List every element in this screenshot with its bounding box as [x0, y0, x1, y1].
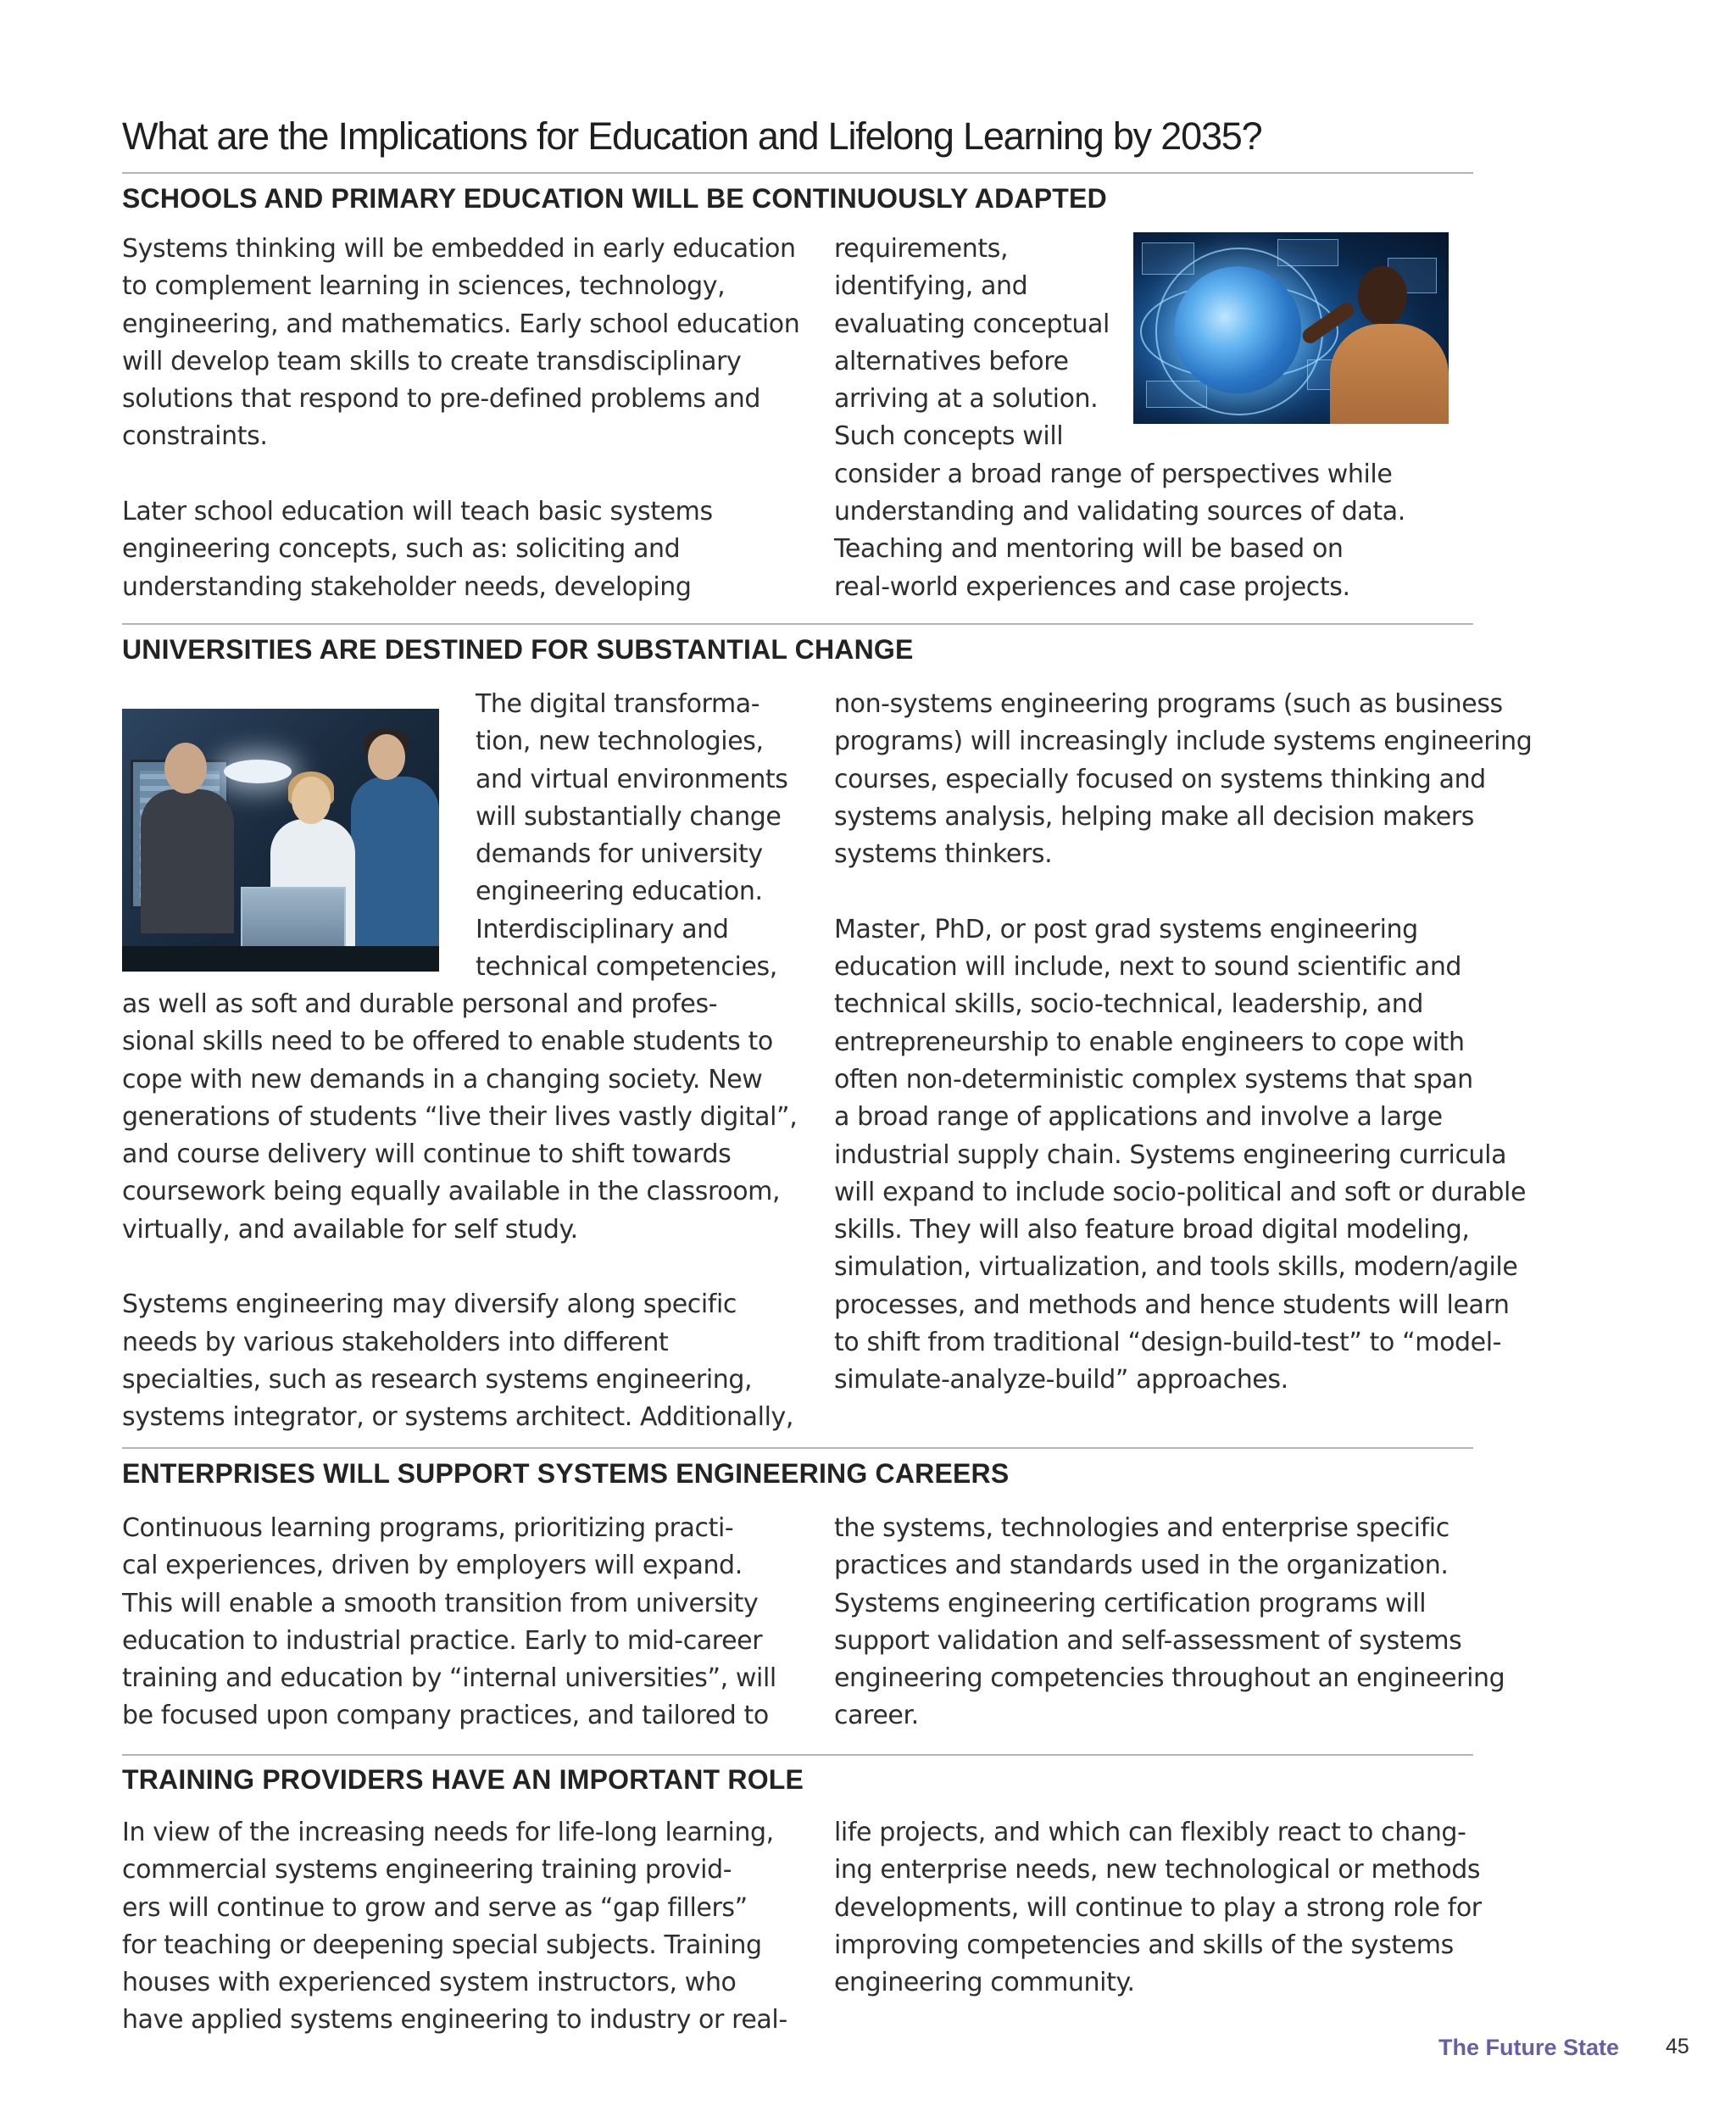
- text-line: processes, and methods and hence students will learn: [834, 1289, 1510, 1320]
- text-line: support validation and self-assessment of systems: [834, 1625, 1462, 1656]
- text-line: generations of students “live their lives vastly digital”,: [122, 1101, 798, 1132]
- text-line: requirements,: [834, 234, 1009, 264]
- section-heading-universities: UNIVERSITIES ARE DESTINED FOR SUBSTANTIAL CHANGE: [122, 634, 914, 665]
- universities-wrap-column: [476, 686, 788, 986]
- text-line: be focused upon company practices, and tailored to: [122, 1701, 769, 1731]
- text-line: Interdisciplinary and: [476, 914, 729, 944]
- text-line: for teaching or deepening special subjects. Training: [122, 1930, 762, 1960]
- text-line: alternatives before: [834, 346, 1069, 376]
- text-line: cope with new demands in a changing society. New: [122, 1064, 763, 1094]
- text-line: coursework being equally available in the classroom,: [122, 1177, 781, 1207]
- text-line: education to industrial practice. Early to mid-career: [122, 1625, 763, 1656]
- text-line: will expand to include socio-political and soft or durable: [834, 1177, 1527, 1207]
- text-line: have applied systems engineering to industry or real-: [122, 2005, 787, 2036]
- universities-left-column: [122, 986, 797, 1437]
- text-line: understanding and validating sources of data.: [834, 497, 1405, 527]
- text-line: and course delivery will continue to shift towards: [122, 1139, 732, 1170]
- text-line: consider a broad range of perspectives while: [834, 459, 1393, 489]
- text-line: Such concepts will: [834, 421, 1064, 452]
- text-line: engineering education.: [476, 877, 763, 907]
- text-line: needs by various stakeholders into different: [122, 1327, 669, 1357]
- text-line: developments, will continue to play a strong role for: [834, 1892, 1482, 1923]
- text-line: solutions that respond to pre-defined problems and: [122, 384, 761, 415]
- text-line: and virtual environments: [476, 764, 788, 794]
- footer-section-label: The Future State: [1438, 2035, 1620, 2060]
- text-line: houses with experienced system instructors, who: [122, 1968, 737, 1998]
- text-line: Continuous learning programs, prioritizing practi-: [122, 1513, 734, 1543]
- section-divider-2: [122, 1447, 1473, 1449]
- text-line: improving competencies and skills of the systems: [834, 1930, 1454, 1960]
- text-line: constraints.: [122, 421, 268, 452]
- text-line: industrial supply chain. Systems engineering curricula: [834, 1139, 1507, 1170]
- text-line: systems integrator, or systems architect. Additionally,: [122, 1402, 793, 1433]
- text-line: Teaching and mentoring will be based on: [834, 534, 1344, 565]
- section-divider-1: [122, 623, 1473, 625]
- text-line: simulate-analyze-build” approaches.: [834, 1365, 1288, 1395]
- text-line: demands for university: [476, 839, 763, 870]
- page-number: 45: [1666, 2035, 1689, 2058]
- text-line: ers will continue to grow and serve as “gap fillers”: [122, 1892, 748, 1923]
- text-line: Master, PhD, or post grad systems engineering: [834, 914, 1418, 944]
- text-line: Systems thinking will be embedded in early education: [122, 234, 796, 264]
- section-heading-training: TRAINING PROVIDERS HAVE AN IMPORTANT ROLE: [122, 1764, 804, 1795]
- text-line: evaluating conceptual: [834, 309, 1110, 339]
- text-line: practices and standards used in the organization.: [834, 1551, 1449, 1581]
- text-line: Systems engineering may diversify along specific: [122, 1289, 737, 1320]
- text-line: This will enable a smooth transition from university: [122, 1588, 759, 1618]
- title-divider: [122, 172, 1473, 174]
- text-line: non-systems engineering programs (such as business: [834, 689, 1503, 719]
- text-line: Later school education will teach basic systems: [122, 497, 713, 527]
- text-line: engineering concepts, such as: soliciting and: [122, 534, 681, 565]
- text-line: [834, 873, 1532, 911]
- text-line: systems thinkers.: [834, 839, 1053, 870]
- text-line: a broad range of applications and involve a large: [834, 1102, 1443, 1133]
- text-line: education will include, next to sound scientific and: [834, 952, 1462, 983]
- text-line: engineering community.: [834, 1968, 1135, 1998]
- text-line: to shift from traditional “design-build-test” to “model-: [834, 1328, 1502, 1358]
- text-line: to complement learning in sciences, technology,: [122, 271, 726, 302]
- text-line: Systems engineering certification programs will: [834, 1588, 1427, 1618]
- text-line: technical skills, socio-technical, leadership, and: [834, 989, 1423, 1020]
- text-line: will develop team skills to create transdisciplinary: [122, 346, 742, 376]
- training-left-column: [122, 1814, 787, 2040]
- text-line: life projects, and which can flexibly react to chang-: [834, 1818, 1466, 1847]
- section-heading-schools: SCHOOLS AND PRIMARY EDUCATION WILL BE CONTINUOUSLY ADAPTED: [122, 183, 1107, 214]
- text-line: programs) will increasingly include systems engineering: [834, 727, 1533, 757]
- text-line: entrepreneurship to enable engineers to cope with: [834, 1027, 1465, 1057]
- text-line: [122, 1249, 797, 1286]
- text-line: often non-deterministic complex systems that span: [834, 1064, 1473, 1094]
- text-line: will substantially change: [476, 801, 782, 832]
- text-line: [122, 456, 799, 493]
- engineering-lab-image: [122, 709, 439, 972]
- text-line: ing enterprise needs, new technological or methods: [834, 1855, 1481, 1885]
- text-line: sional skills need to be offered to enable students to: [122, 1027, 773, 1057]
- text-line: career.: [834, 1701, 919, 1731]
- text-line: technical competencies,: [476, 952, 777, 983]
- enterprises-left-column: [122, 1510, 776, 1735]
- text-line: courses, especially focused on systems thinking and: [834, 764, 1486, 794]
- text-line: tion, new technologies,: [476, 727, 764, 757]
- text-line: arriving at a solution.: [834, 384, 1099, 415]
- text-line: training and education by “internal universities”, will: [122, 1663, 776, 1694]
- text-line: understanding stakeholder needs, developing: [122, 571, 692, 602]
- schools-left-column: [122, 231, 799, 606]
- section-heading-enterprises: ENTERPRISES WILL SUPPORT SYSTEMS ENGINEERING CAREERS: [122, 1458, 1010, 1489]
- text-line: identifying, and: [834, 271, 1028, 302]
- section-divider-3: [122, 1754, 1473, 1756]
- text-line: as well as soft and durable personal and profes-: [122, 989, 718, 1019]
- text-line: In view of the increasing needs for life-long learning,: [122, 1818, 774, 1847]
- text-line: the systems, technologies and enterprise specific: [834, 1513, 1449, 1543]
- text-line: virtually, and available for self study.: [122, 1214, 578, 1245]
- page-title: What are the Implications for Education and Lifelong Learning by 2035?: [122, 114, 1262, 158]
- text-line: real-world experiences and case projects.: [834, 571, 1350, 602]
- text-line: engineering competencies throughout an engineering: [834, 1663, 1505, 1694]
- enterprises-right-column: [834, 1510, 1505, 1735]
- universities-right-column: [834, 686, 1532, 1400]
- text-line: commercial systems engineering training provid-: [122, 1855, 732, 1885]
- text-line: systems analysis, helping make all decision makers: [834, 801, 1474, 832]
- text-line: engineering, and mathematics. Early school education: [122, 309, 800, 339]
- training-right-column: [834, 1814, 1482, 2002]
- globe-hologram-image: [1133, 232, 1449, 424]
- text-line: The digital transforma-: [476, 689, 760, 719]
- text-line: skills. They will also feature broad digital modeling,: [834, 1215, 1470, 1245]
- text-line: simulation, virtualization, and tools skills, modern/agile: [834, 1252, 1518, 1283]
- text-line: specialties, such as research systems engineering,: [122, 1364, 753, 1395]
- text-line: cal experiences, driven by employers will expand.: [122, 1551, 743, 1581]
